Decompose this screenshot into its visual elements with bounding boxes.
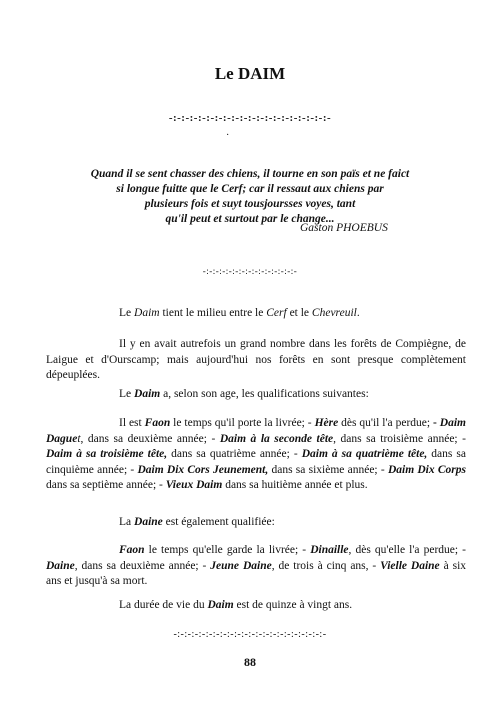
stray-dot: · bbox=[226, 130, 230, 141]
paragraph-7: La durée de vie du Daim est de quinze à vingt ans. bbox=[119, 599, 353, 611]
quote-line: Quand il se sent chasser des chiens, il tourne en son païs et ne faict bbox=[90, 168, 410, 180]
paragraph-2: Il y en avait autrefois un grand nombre dans les forêts de Compiègne, de Laigue et d'Ourscamp; mais aujourd'hui nos forêts en sont presque complètement dépeuplées. bbox=[46, 338, 466, 381]
page-title: Le DAIM bbox=[214, 64, 286, 83]
separator-middle: -:-:-:-:-:-:-:-:-:-:-:-:-:-:- bbox=[202, 266, 298, 276]
quote-line: qu'il peut et surtout par le change... bbox=[165, 213, 335, 225]
paragraph-1: Le Daim tient le milieu entre le Cerf et le Chevreuil. bbox=[119, 307, 360, 319]
quote-author: Gaston PHOEBUS bbox=[300, 222, 388, 234]
page-number: 88 bbox=[244, 655, 256, 669]
separator-bottom: -:-:-:-:-:-:-:-:-:-:-:-:-:-:-:-:-:-:-:-:-:- bbox=[173, 629, 327, 640]
separator-top: -:-:-:-:-:-:-:-:-:-:-:-:-:-:-:-:-:-:-:- bbox=[168, 112, 332, 124]
epigraph-quote bbox=[60, 167, 440, 227]
paragraph-3: Le Daim a, selon son age, les qualifications suivantes: bbox=[119, 388, 369, 400]
quote-line: si longue fuitte que le Cerf; car il ressaut aux chiens par bbox=[116, 183, 384, 195]
paragraph-4: Il est Faon le temps qu'il porte la livrée; - Hère dès qu'il l'a perdue; - Daim Daguet, dans sa deuxième année; - Daim à la seconde tête, dans sa troisième année; - Daim à sa troisième tête, dans sa quatrième année; - Daim à sa quatrième tête, dans sa cinquième année; - Daim Dix Cors Jeunement, dans sa sixième année; - Daim Dix Corps dans sa septième année; - Vieux Daim dans sa huitième année et plus. bbox=[46, 417, 466, 491]
paragraph-5: La Daine est également qualifiée: bbox=[119, 516, 275, 528]
quote-line: plusieurs fois et suyt tousjoursses voyes, tant bbox=[144, 198, 356, 210]
paragraph-6: Faon le temps qu'elle garde la livrée; - Dinaille, dès qu'elle l'a perdue; - Daine, dans sa deuxième année; - Jeune Daine, de trois à cinq ans, - Vielle Daine à six ans et jusqu'à sa mort. bbox=[46, 544, 467, 587]
